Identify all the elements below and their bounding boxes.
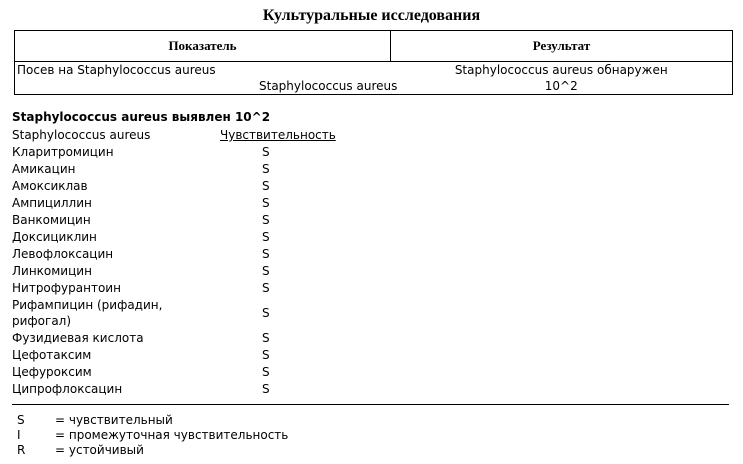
legend-description: = устойчивый: [55, 443, 144, 457]
antibiotic-name: Левофлоксацин: [12, 247, 114, 261]
list-item: [12, 347, 342, 364]
sensitivity-value: S: [262, 348, 270, 362]
antibiotic-name: Кларитромицин: [12, 145, 114, 159]
sensitivity-value: S: [262, 196, 270, 210]
antibiotic-name: Амикацин: [12, 162, 76, 176]
sensitivity-value: S: [262, 306, 270, 320]
legend-divider: [12, 404, 729, 405]
sensitivity-value: S: [262, 230, 270, 244]
list-item: [12, 297, 342, 330]
sensitivity-value: S: [262, 365, 270, 379]
antibiotic-name: Амоксиклав: [12, 179, 88, 193]
organism-label: Staphylococcus aureus: [12, 128, 151, 142]
list-item: [12, 212, 342, 229]
sensitivity-value: S: [262, 247, 270, 261]
sensitivity-value: S: [262, 145, 270, 159]
sensitivity-value: S: [262, 179, 270, 193]
table-header-row: [15, 31, 733, 62]
antibiotic-name: Нитрофурантоин: [12, 281, 121, 295]
list-item: [12, 178, 342, 195]
antibiotic-name: Фузидиевая кислота: [12, 331, 144, 345]
sensitivity-value: S: [262, 162, 270, 176]
sensitivity-value: S: [262, 331, 270, 345]
list-item: [12, 364, 342, 381]
sub-label: Staphylococcus aureus: [15, 78, 391, 95]
sensitivity-value: S: [262, 382, 270, 396]
antibiotic-name: Ванкомицин: [12, 213, 91, 227]
antibiogram-list: [12, 144, 342, 398]
table-row: [15, 62, 733, 79]
results-table: [14, 30, 733, 95]
legend-code: S: [17, 413, 25, 427]
found-heading: Staphylococcus aureus выявлен 10^2: [12, 110, 271, 124]
list-item: [12, 381, 342, 398]
legend-code: R: [17, 443, 26, 457]
sensitivity-header: Чувствительность: [220, 128, 336, 142]
sensitivity-value: S: [262, 213, 270, 227]
legend-description: = чувствительный: [55, 413, 173, 427]
antibiotic-name: Ампициллин: [12, 196, 92, 210]
sub-result: 10^2: [391, 78, 733, 95]
antibiotic-name: Цефуроксим: [12, 365, 92, 379]
antibiotic-name: Ципрофлоксацин: [12, 382, 123, 396]
list-item: [12, 161, 342, 178]
legend-description: = промежуточная чувствительность: [55, 428, 289, 442]
sensitivity-value: S: [262, 281, 270, 295]
header-result: Результат: [391, 31, 733, 62]
list-item: [12, 330, 342, 347]
list-item: [12, 263, 342, 280]
table-row: [15, 78, 733, 95]
antibiotic-name: Цефотаксим: [12, 348, 92, 362]
list-item: [12, 144, 342, 161]
list-item: [12, 195, 342, 212]
sensitivity-value: S: [262, 264, 270, 278]
row-label: Посев на Staphylococcus aureus: [15, 62, 391, 79]
row-result: Staphylococcus aureus обнаружен: [391, 62, 733, 79]
list-item: [12, 246, 342, 263]
legend-item: [12, 443, 312, 458]
legend-item: [12, 413, 312, 428]
page-title: Культуральные исследования: [262, 7, 481, 24]
antibiotic-name: Линкомицин: [12, 264, 92, 278]
antibiotic-name: Доксициклин: [12, 230, 97, 244]
legend-item: [12, 428, 312, 443]
list-item: [12, 280, 342, 297]
antibiotic-name: Рифампицин (рифадин, рифогал): [12, 298, 163, 328]
legend: [12, 413, 312, 458]
header-indicator: Показатель: [15, 31, 391, 62]
antibiogram-header: [12, 128, 342, 144]
list-item: [12, 229, 342, 246]
legend-code: I: [17, 428, 21, 442]
